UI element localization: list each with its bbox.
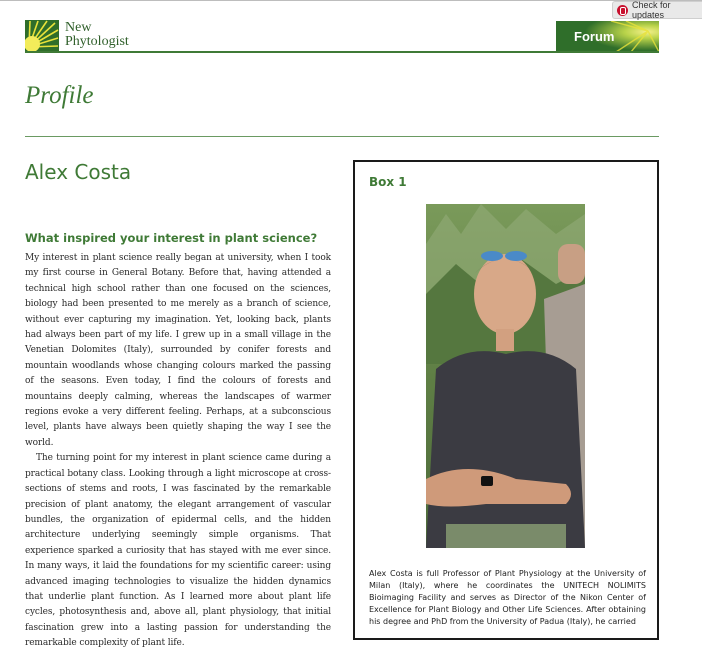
- forum-tab: [556, 21, 659, 52]
- sun-logo-icon: [25, 20, 59, 51]
- profile-name: Alex Costa: [25, 160, 132, 184]
- check-updates-icon: [617, 5, 628, 16]
- check-for-updates-label: Check for updates: [632, 0, 671, 20]
- box-title: Box 1: [369, 175, 407, 189]
- article-body: [25, 251, 331, 652]
- question-heading: What inspired your interest in plant science?: [25, 231, 318, 245]
- journal-title-line2: Phytologist: [65, 34, 129, 49]
- journal-title: [65, 21, 129, 49]
- paragraph: My interest in plant science really began at university, when I took my first course in General Botany. Before that, having attended a technical high school rather than one focused on the sciences, biology had been presented to me merely as a branch of science, without ever capturing my imagination. Yet, looking back, plants had always been part of my life. I grew up in a small village in the Venetian Dolomites (Italy), surrounded by conifer forests and mountain woodlands whose changing colours marked the passing of the seasons. Even today, I find the colours of forests and mountains deeply calming, whereas the landscapes of warmer regions evoke a very different feeling. Perhaps, at a subconscious level, plants have always been quietly shaping the way I see the world.: [25, 253, 331, 448]
- section-divider: [25, 136, 659, 137]
- section-title: Profile: [25, 82, 94, 109]
- page-top-border: [0, 0, 702, 1]
- journal-title-line1: New: [65, 20, 92, 35]
- profile-photo: [426, 204, 585, 548]
- info-box: [353, 160, 659, 640]
- paragraph: The turning point for my interest in plant science came during a practical botany class. Looking through a light microscope at cross-sections of stems and roots, I was fascinated by the remarkable precision of plant anatomy, the elegant arrangement of vascular bundles, the organization of epidermal cells, and the hidden architecture underlying seemingly simple organisms. That experience sparked a curiosity that has stayed with me ever since. In many ways, it laid the foundations for my scientific career: using advanced imaging technologies to visualize the hidden dynamics that underlie plant function. As I learned more about plant life cycles, photosynthesis and, above all, plant physiology, that initial fascination grew into a lasting passion for understanding the remarkable complexity of plant life.: [25, 453, 331, 649]
- box-caption: Alex Costa is full Professor of Plant Physiology at the University of Milan (Italy), where he coordinates the UNITECH NOLIMITS Bioimaging Facility and serves as Director of the Nikon Center of Excellence for Plant Biology and Other Life Sciences. After obtaining his degree and PhD from the University of Padua (Italy), he carried: [369, 569, 646, 626]
- header-divider: [25, 51, 659, 53]
- forum-label: Forum: [574, 29, 615, 44]
- check-for-updates-button[interactable]: [612, 1, 702, 19]
